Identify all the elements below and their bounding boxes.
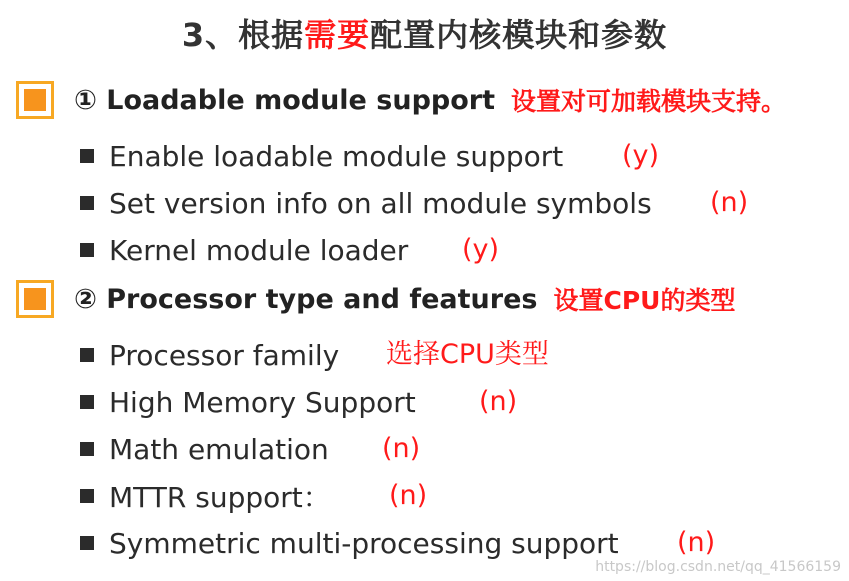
item-label: Enable loadable module support xyxy=(109,139,564,173)
orange-square-icon xyxy=(16,81,54,119)
orange-square-icon xyxy=(16,280,54,318)
list-item xyxy=(80,525,716,561)
page-title xyxy=(0,10,849,56)
section-note: 设置CPU的类型 xyxy=(553,286,736,315)
section-title: ① Loadable module support xyxy=(74,84,495,116)
square-bullet-icon xyxy=(80,536,94,550)
list-item xyxy=(80,232,500,268)
item-label: Processor family xyxy=(109,338,340,372)
section-title: ② Processor type and features xyxy=(74,283,538,315)
square-bullet-icon xyxy=(80,348,94,362)
section-note: 设置对可加载模块支持。 xyxy=(511,87,787,116)
list-item xyxy=(80,337,549,373)
item-value: (n) xyxy=(677,527,716,558)
square-bullet-icon xyxy=(80,395,94,409)
square-bullet-icon xyxy=(80,243,94,257)
list-item xyxy=(80,478,428,514)
watermark: https://blog.csdn.net/qq_41566159 xyxy=(595,559,841,575)
square-bullet-icon xyxy=(80,489,94,503)
item-label: Set version info on all module symbols xyxy=(109,186,652,220)
title-highlight: 需要 xyxy=(304,16,371,54)
item-label: Symmetric multi-processing support xyxy=(109,526,619,560)
title-suffix: 配置内核模块和参数 xyxy=(370,16,668,54)
list-item xyxy=(80,431,421,467)
item-value: (n) xyxy=(479,386,518,417)
square-bullet-icon xyxy=(80,196,94,210)
item-label: High Memory Support xyxy=(109,385,416,419)
item-value: (n) xyxy=(382,433,421,464)
item-value: (y) xyxy=(462,234,500,265)
square-bullet-icon xyxy=(80,149,94,163)
list-item xyxy=(80,138,660,174)
item-label: Math emulation xyxy=(109,432,329,466)
item-label: MTTR support： xyxy=(109,481,331,514)
item-value: 选择CPU类型 xyxy=(386,339,549,370)
item-label: Kernel module loader xyxy=(109,233,409,267)
list-item xyxy=(80,384,518,420)
title-prefix: 3、根据 xyxy=(181,16,305,54)
section-processor-type xyxy=(16,279,735,319)
list-item xyxy=(80,185,749,221)
item-value: (y) xyxy=(622,140,660,171)
item-value: (n) xyxy=(389,480,428,511)
item-value: (n) xyxy=(710,187,749,218)
section-loadable-module xyxy=(16,80,786,120)
square-bullet-icon xyxy=(80,442,94,456)
